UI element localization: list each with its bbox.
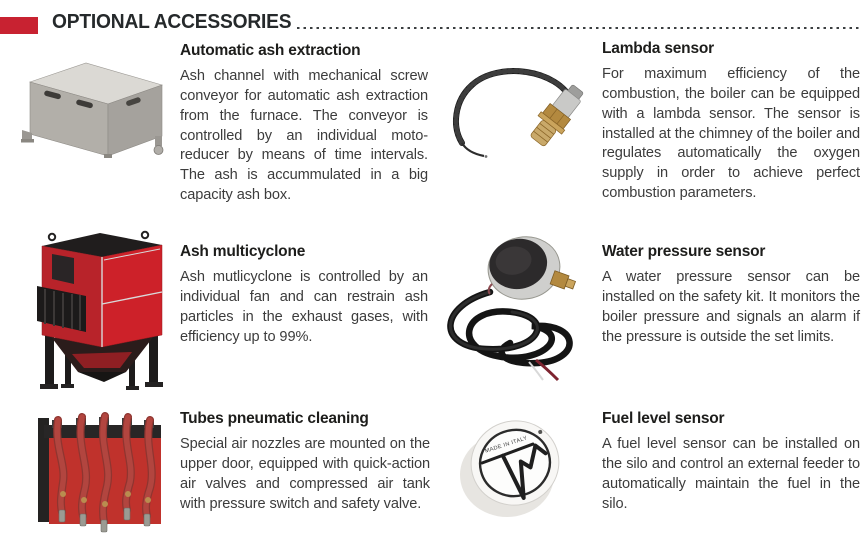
fuel-level-sensor-text	[602, 410, 860, 514]
made-in-italy-label: MADE IN ITALY	[484, 435, 529, 455]
item-body: A water pressure sensor can be installed on the safety kit. It monitors the boiler pressure and signals an alarm if the pressure is outside the set limits.	[602, 269, 860, 345]
ash-multicyclone-image	[32, 224, 172, 396]
water-pressure-sensor-image	[432, 230, 594, 382]
fuel-level-sensor-illustration	[455, 413, 573, 527]
item-title: Lambda sensor	[602, 40, 714, 57]
item-title: Ash multicyclone	[180, 243, 306, 260]
automatic-ash-extraction-image	[20, 50, 174, 162]
item-body: Ash channel with mechanical screw conveyor for automatic ash extraction from the furnace. The conveyor is controlled by an individual moto-reducer by means of time intervals. The ash is accummulated in a big capacity ash box.	[180, 68, 428, 204]
item-body: Special air nozzles are mounted on the upper door, equipped with quick-action air valves and compressed air tank with pressure switch and safety valve.	[180, 436, 430, 512]
automatic-ash-extraction-text	[180, 42, 428, 206]
ash-box-illustration	[20, 50, 174, 162]
lambda-sensor-image	[432, 53, 600, 167]
water-pressure-sensor-text	[602, 243, 860, 347]
red-accent-tab	[0, 17, 38, 34]
fuel-level-sensor-image	[455, 413, 573, 527]
item-body: A fuel level sensor can be installed on the silo and control an external feeder to automatically maintain the fuel in the silo.	[602, 436, 860, 512]
water-pressure-sensor-illustration	[432, 230, 594, 382]
pneumatic-tubes-text	[180, 410, 430, 514]
item-body: For maximum efficiency of the combustion, the boiler can be equipped with a lambda sensor. The sensor is installed at the chimney of the boiler and regulates automatically the oxygen supply in order to achieve perfect combustion parameters.	[602, 66, 860, 202]
item-title: Tubes pneumatic cleaning	[180, 410, 369, 427]
item-title: Fuel level sensor	[602, 410, 725, 427]
lambda-sensor-illustration	[432, 53, 600, 167]
dotted-divider	[297, 27, 862, 29]
item-body: Ash mutlicyclone is controlled by an individual fan and can restrain ash particles in the exhaust gases, with efficiency up to 99%.	[180, 269, 428, 345]
lambda-sensor-text	[602, 40, 860, 204]
ash-multicyclone-text	[180, 243, 428, 347]
pneumatic-tubes-illustration	[36, 402, 168, 540]
page-title: OPTIONAL ACCESSORIES	[52, 11, 292, 33]
pneumatic-tubes-image	[36, 402, 168, 540]
ash-multicyclone-illustration	[32, 224, 172, 396]
item-title: Water pressure sensor	[602, 243, 766, 260]
item-title: Automatic ash extraction	[180, 42, 361, 59]
